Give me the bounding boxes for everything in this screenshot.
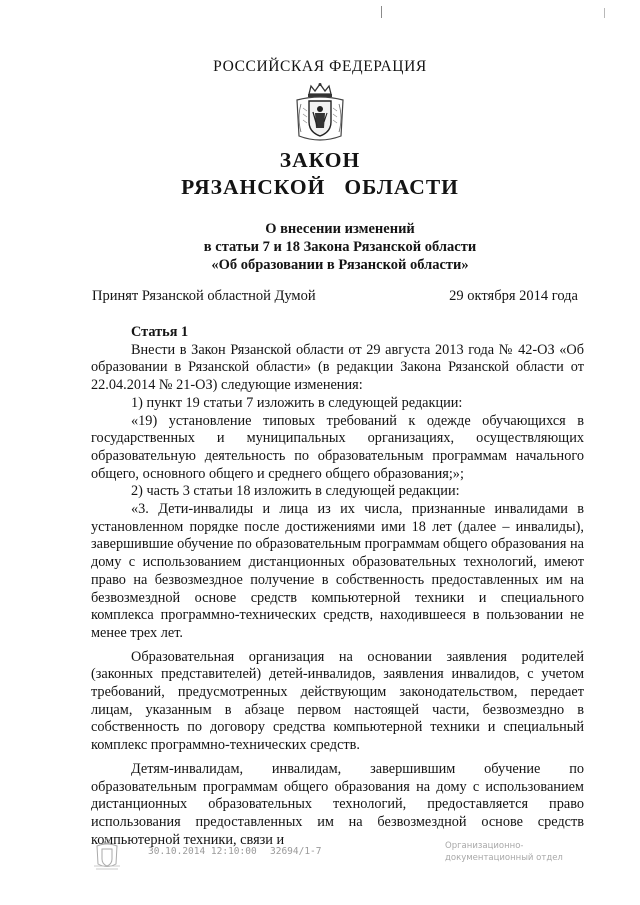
law-title-line2: РЯЗАНСКОЙ ОБЛАСТИ xyxy=(181,175,459,199)
body-paragraph: 1) пункт 19 статьи 7 изложить в следующей редакции: xyxy=(131,394,463,411)
subject-line: О внесении изменений xyxy=(265,221,415,237)
scan-mark xyxy=(604,8,605,18)
registration-footer xyxy=(0,836,640,876)
body-paragraph: Образовательная организация на основании заявления родителей (законных представителей) детей-инвалидов, заявления инвалидов, с учетом требований, предусмотренных действующим законодательством, передает лицам, указанным в абзаце первом настоящей части, безвозмездно в собственность по договору средства компьютерной техники и специальный комплекс программно-технических средств. xyxy=(91,648,584,754)
body-paragraph: 2) часть 3 статьи 18 изложить в следующей редакции: xyxy=(131,483,460,500)
adoption-line xyxy=(92,288,578,305)
law-title xyxy=(0,147,640,201)
law-title-line1: ЗАКОН xyxy=(279,148,361,172)
org-line: Организационно- xyxy=(445,841,524,851)
scan-mark xyxy=(381,6,382,18)
emblem-stamp-icon xyxy=(92,836,122,870)
law-body xyxy=(91,324,584,849)
body-paragraph: «19) установление типовых требований к одежде обучающихся в государственных и муниципальных организациях, осуществляющих образовательную деятельность по образовательным программам начального общего, основного общего и среднего общего образования;»; xyxy=(91,412,584,482)
subject-line: в статьи 7 и 18 Закона Рязанской области xyxy=(203,239,477,255)
subject-line: «Об образовании в Рязанской области» xyxy=(211,257,469,273)
registration-datetime: 30.10.2014 12:10:00 xyxy=(148,846,257,857)
law-subject xyxy=(0,220,640,274)
body-paragraph: Детям-инвалидам, инвалидам, завершившим обучение по образовательным программам общего образования на дому с использованием дистанционных образовательных технологий, предоставляется право использования предоставленных им на безвозмездной основе средств компьютерной техники, связи и xyxy=(91,760,584,848)
ryazan-coat-of-arms-icon xyxy=(291,82,349,144)
adoption-date: 29 октября 2014 года xyxy=(449,288,578,304)
registration-department xyxy=(445,840,565,864)
country-heading: РОССИЙСКАЯ ФЕДЕРАЦИЯ xyxy=(213,58,427,75)
org-line: документационный отдел xyxy=(445,853,563,863)
body-paragraph: «3. Дети-инвалиды и лица из их числа, признанные инвалидами в установленном порядке после достижениями ими 18 лет (далее – инвалиды), завершившие обучение по образовательным программам общего образования на дому с использованием дистанционных образовательных технологий, имеют право на безвозмездное получение в собственность предоставленных им на безвозмездной основе средств компьютерной техники и специального комплекса программно-технических средств, находившееся в пользовании не менее трех лет. xyxy=(91,501,584,641)
article-heading: Статья 1 xyxy=(131,324,189,340)
adopted-by: Принят Рязанской областной Думой xyxy=(92,288,316,304)
registration-number: 32694/1-7 xyxy=(270,846,322,857)
body-paragraph: Внести в Закон Рязанской области от 29 августа 2013 года № 42-ОЗ «Об образовании в Рязанской области» (в редакции Закона Рязанской области от 22.04.2014 № 21-ОЗ) следующие изменения: xyxy=(91,341,584,394)
